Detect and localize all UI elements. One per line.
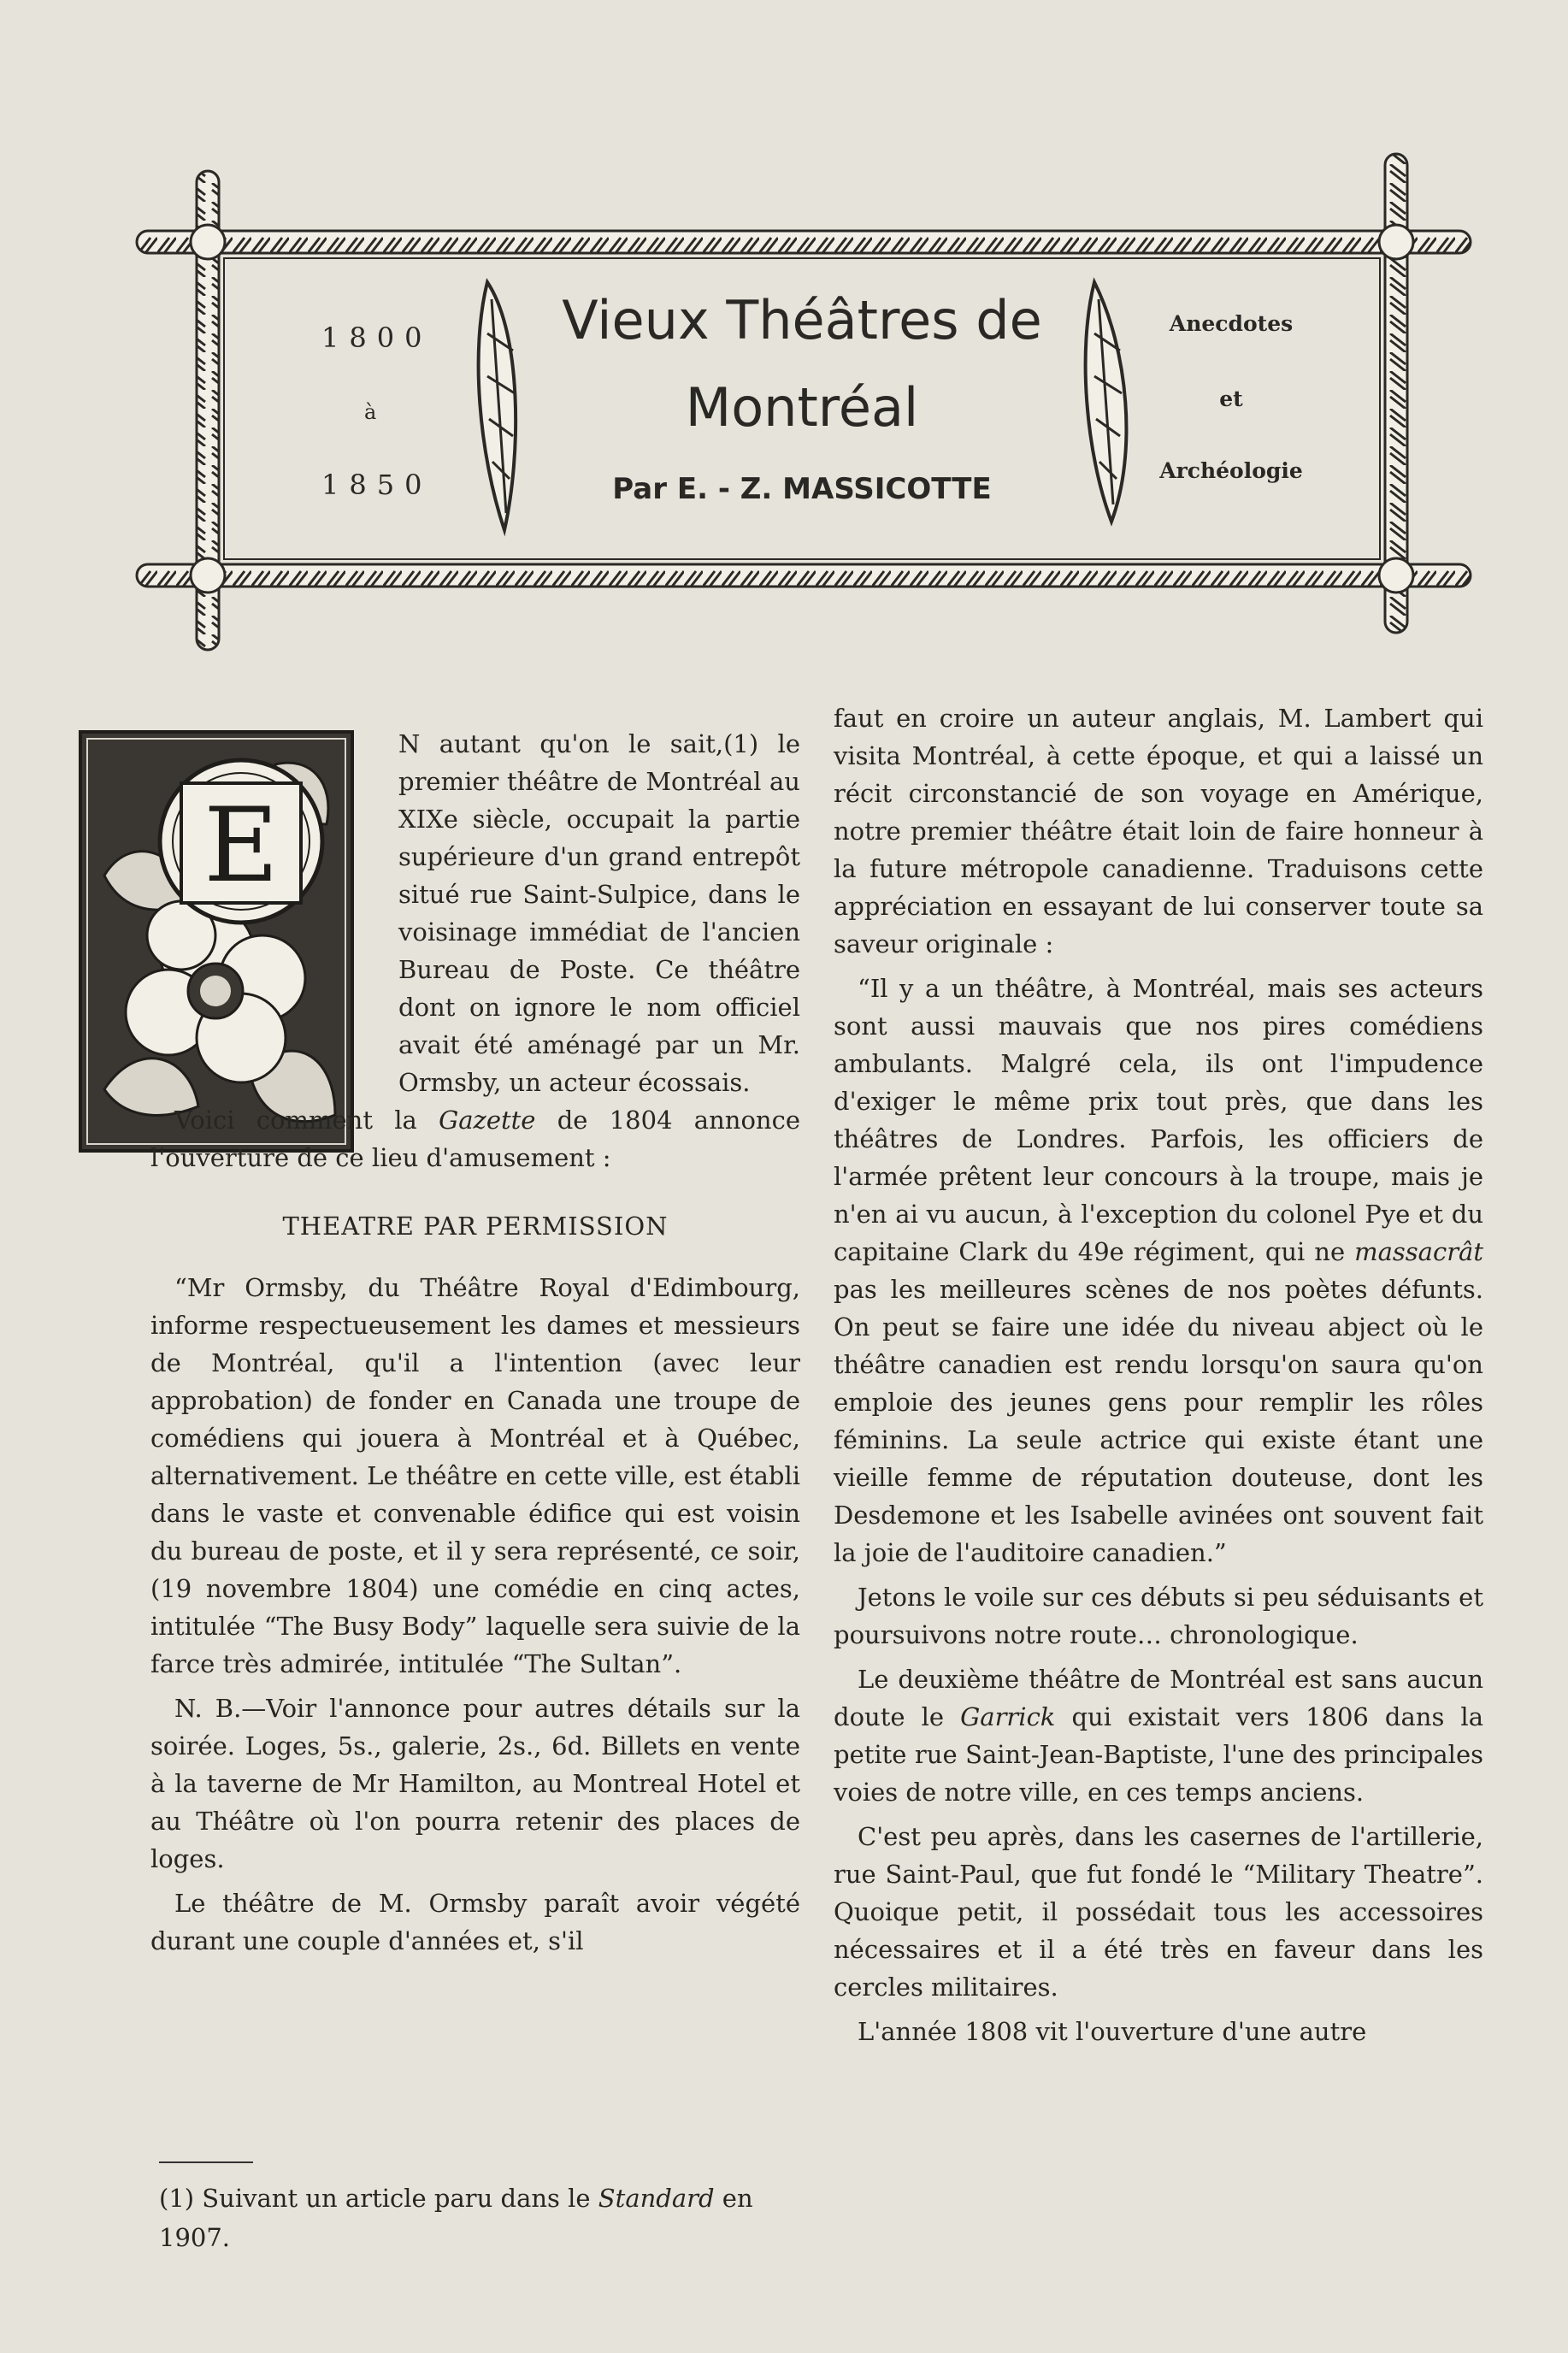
title-frame bbox=[120, 145, 1488, 658]
footnote-italic: Standard bbox=[598, 2184, 715, 2213]
announcement-heading: THEATRE PAR PERMISSION bbox=[282, 1212, 669, 1241]
paragraph-quote-b: pas les meilleures scènes de nos poètes défunts. On peut se faire une idée du niveau abject où le théâtre canadien est rendu lorsqu'on saura qu'on emploie des jeunes gens pour remplir les rôles féminins. La seule actrice qui existe étant une vieille femme de réputation douteuse, dont les Desdemone et les Isabelle avinées ont souvent fait la joie de l'auditoire canadien.” bbox=[834, 1275, 1483, 1567]
paragraph-garrick-a: Le deuxième théâtre de Montréal est sans aucun doute le bbox=[834, 1665, 1483, 1731]
paragraph-gazette-b: de 1804 annonce l'ouverture de ce lieu d'amusement : bbox=[150, 1106, 800, 1172]
side-label-et: et bbox=[1219, 386, 1243, 411]
dropcap-letter: E bbox=[203, 787, 279, 905]
left-column bbox=[150, 725, 800, 1960]
paragraph-military: C'est peu après, dans les casernes de l'artillerie, rue Saint-Paul, que fut fondé le “Military Theatre”. Quoique petit, il possédait tous les accessoires nécessaires et il a été très en faveur dans les cercles militaires. bbox=[834, 1822, 1483, 2002]
paragraph-garrick bbox=[834, 1660, 1483, 1811]
year-end: 1850 bbox=[321, 469, 433, 501]
garrick-italic: Garrick bbox=[960, 1702, 1056, 1731]
massacrat-italic: massacrât bbox=[1354, 1237, 1483, 1266]
side-label-anecdotes: Anecdotes bbox=[1169, 311, 1294, 336]
right-column bbox=[834, 699, 1483, 2050]
paragraph-1808: L'année 1808 vit l'ouverture d'une autre bbox=[858, 2017, 1367, 2046]
paragraph-intro: N autant qu'on le sait,(1) le premier théâtre de Montréal au XIXe siècle, occupait la partie supérieure d'un grand entrepôt situé rue Saint-Sulpice, dans le voisinage immédiat de l'ancien Bureau de Poste. Ce théâtre dont on ignore le nom officiel avait été aménagé par un Mr. Ormsby, un acteur écossais. bbox=[398, 729, 800, 1097]
paragraph-garrick-b: qui existait vers 1806 dans la petite rue Saint-Jean-Baptiste, l'une des principales voies de notre ville, en ces temps anciens. bbox=[834, 1702, 1483, 1807]
year-start: 1800 bbox=[321, 321, 433, 354]
side-label-archeologie: Archéologie bbox=[1159, 458, 1303, 483]
footnote-a: (1) Suivant un article paru dans le bbox=[159, 2184, 598, 2213]
footnote-rule bbox=[159, 2161, 253, 2163]
article-title-line1: Vieux Théâtres de bbox=[562, 289, 1042, 351]
gazette-italic: Gazette bbox=[439, 1106, 536, 1135]
paragraph-gazette-a: Voici comment la bbox=[174, 1106, 439, 1135]
paragraph-nb: N. B.—Voir l'annonce pour autres détails sur la soirée. Loges, 5s., galerie, 2s., 6d. Billets en vente à la taverne de Mr Hamilton, au Montreal Hotel et au Théâtre où l'on pourra retenir des places de loges. bbox=[150, 1694, 800, 1873]
article-author: Par E. - Z. MASSICOTTE bbox=[612, 472, 992, 506]
footnote-b: en 1907. bbox=[159, 2184, 753, 2252]
paragraph-announcement: “Mr Ormsby, du Théâtre Royal d'Edimbourg, informe respectueusement les dames et messieurs de Montréal, qu'il a l'intention (avec leur approbation) de fonder en Canada une troupe de comédiens qui jouera à Montréal et à Québec, alternativement. Le théâtre en cette ville, est établi dans le vaste et convenable édifice qui est voisin du bureau de poste, et il y sera représenté, ce soir, (19 novembre 1804) une comédie en cinq actes, intitulée “The Busy Body” laquelle sera suivie de la farce très admirée, intitulée “The Sultan”. bbox=[150, 1273, 800, 1678]
paragraph-quote-a: “Il y a un théâtre, à Montréal, mais ses acteurs sont aussi mauvais que nos pires comédiens ambulants. Malgré cela, ils ont l'impudence d'exiger le même prix tout près, que dans les théâtres de Londres. Parfois, les officiers de l'armée prêtent leur concours à la troupe, mais je n'en ai vu aucun, à l'exception du colonel Pye et du capitaine Clark du 49e régiment, qui ne bbox=[834, 974, 1483, 1266]
paragraph-voile: Jetons le voile sur ces débuts si peu séduisants et poursuivons notre route… chronologique. bbox=[834, 1583, 1483, 1649]
article-title-line2: Montréal bbox=[685, 376, 919, 439]
year-separator: à bbox=[364, 400, 377, 424]
paragraph-quote bbox=[834, 970, 1483, 1572]
paragraph-lambert: faut en croire un auteur anglais, M. Lambert qui visita Montréal, à cette époque, et qui a laissé un récit circonstancié de son voyage en Amérique, notre premier théâtre était loin de faire honneur à la future métropole canadienne. Traduisons cette appréciation en essayant de lui conserver toute sa saveur originale : bbox=[834, 704, 1483, 958]
paragraph-ormsby: Le théâtre de M. Ormsby paraît avoir végété durant une couple d'années et, s'il bbox=[150, 1889, 800, 1955]
paragraph-gazette bbox=[150, 1101, 800, 1176]
footnote bbox=[159, 2179, 809, 2257]
